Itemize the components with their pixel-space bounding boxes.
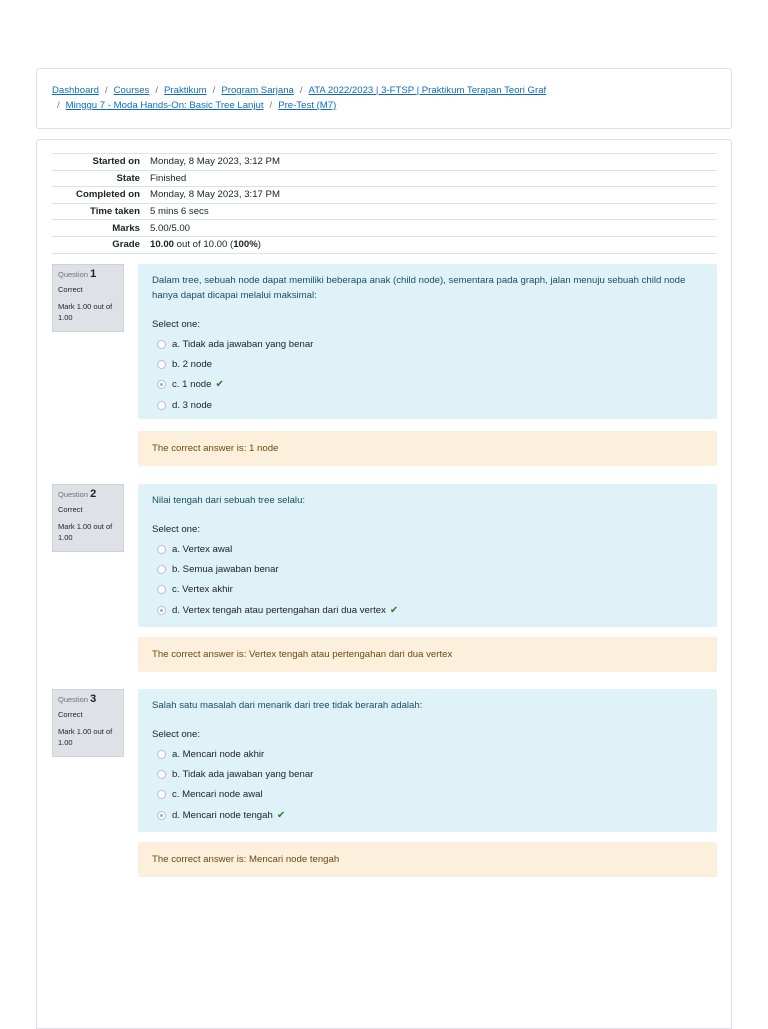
breadcrumb-program-sarjana[interactable]: Program Sarjana	[221, 85, 294, 96]
answer-label: c. Vertex akhir	[172, 584, 233, 596]
select-one-prompt: Select one:	[152, 729, 201, 740]
breadcrumb-praktikum[interactable]: Praktikum	[164, 85, 207, 96]
answer-label: b. Semua jawaban benar	[172, 563, 279, 575]
question-text: Dalam tree, sebuah node dapat memiliki beberapa anak (child node), sementara pada graph, jalan menuju sebuah child node hanya dapat dicapai melalui maksimal:	[152, 275, 686, 301]
question-number: 3	[90, 693, 97, 705]
radio-icon[interactable]	[157, 380, 166, 389]
radio-icon[interactable]	[157, 545, 166, 554]
answer-label: d. Mencari node tengah	[172, 809, 273, 821]
radio-icon[interactable]	[157, 565, 166, 574]
breadcrumb-courses[interactable]: Courses	[113, 85, 150, 96]
question-info	[52, 484, 124, 552]
summary-row-marks	[52, 220, 717, 237]
answer-option[interactable]	[152, 580, 703, 600]
summary-label: State	[116, 172, 140, 184]
select-one-prompt: Select one:	[152, 524, 201, 535]
grade-percent: 100%	[233, 239, 258, 251]
summary-value: Monday, 8 May 2023, 3:12 PM	[150, 156, 280, 168]
question-state: Correct	[58, 710, 83, 719]
breadcrumb-quiz[interactable]: Pre-Test (M7)	[278, 100, 337, 111]
summary-label: Marks	[112, 222, 140, 234]
answer-label: b. Tidak ada jawaban yang benar	[172, 768, 314, 780]
radio-icon[interactable]	[157, 770, 166, 779]
breadcrumb-separator: /	[212, 85, 216, 96]
question-number: 2	[90, 488, 97, 500]
answer-list	[152, 539, 703, 620]
breadcrumb-separator: /	[155, 85, 159, 96]
radio-icon[interactable]	[157, 811, 166, 820]
check-icon: ✔	[389, 604, 399, 616]
answer-label: a. Tidak ada jawaban yang benar	[172, 338, 314, 350]
breadcrumb-course[interactable]: ATA 2022/2023 | 3-FTSP | Praktikum Terapan Teori Graf	[308, 85, 547, 96]
breadcrumb-section[interactable]: Minggu 7 - Moda Hands-On: Basic Tree Lanjut	[65, 100, 264, 111]
select-one-prompt: Select one:	[152, 319, 201, 330]
answer-label: a. Mencari node akhir	[172, 748, 265, 760]
attempt-summary-table	[52, 153, 717, 254]
summary-row-time	[52, 203, 717, 220]
summary-value: Finished	[150, 172, 187, 184]
radio-icon[interactable]	[157, 750, 166, 759]
question-number: 1	[90, 268, 97, 280]
summary-label: Time taken	[90, 206, 140, 218]
breadcrumb-separator: /	[299, 85, 303, 96]
answer-option[interactable]	[152, 764, 703, 784]
answer-option[interactable]	[152, 354, 703, 374]
summary-row-completed	[52, 187, 717, 204]
grade-mid: out of 10.00 (	[174, 239, 234, 251]
question-info	[52, 689, 124, 757]
answer-option[interactable]	[152, 600, 703, 620]
question-mark: Mark 1.00 out of 1.00	[58, 302, 113, 322]
answer-label: b. 2 node	[172, 358, 213, 370]
breadcrumb-dashboard[interactable]: Dashboard	[52, 85, 99, 96]
question-info	[52, 264, 124, 332]
question-label: Question	[58, 695, 89, 704]
radio-icon[interactable]	[157, 585, 166, 594]
question-content	[138, 689, 717, 832]
radio-icon[interactable]	[157, 790, 166, 799]
answer-option[interactable]	[152, 539, 703, 559]
radio-icon[interactable]	[157, 360, 166, 369]
question-content	[138, 264, 717, 419]
summary-value: 5.00/5.00	[150, 222, 191, 234]
grade-score: 10.00	[150, 239, 175, 251]
answer-list	[152, 334, 703, 415]
breadcrumb	[36, 68, 732, 129]
question-mark: Mark 1.00 out of 1.00	[58, 522, 113, 542]
radio-icon[interactable]	[157, 401, 166, 410]
summary-label: Started on	[92, 156, 140, 168]
question-label: Question	[58, 490, 89, 499]
check-icon: ✔	[276, 809, 286, 821]
breadcrumb-separator: /	[269, 100, 273, 111]
radio-icon[interactable]	[157, 606, 166, 615]
radio-icon[interactable]	[157, 340, 166, 349]
answer-option[interactable]	[152, 334, 703, 354]
answer-label: d. Vertex tengah atau pertengahan dari dua vertex	[172, 604, 386, 616]
question-text: Salah satu masalah dari menarik dari tree tidak berarah adalah:	[152, 700, 423, 711]
summary-row-grade	[52, 236, 717, 253]
grade-end: )	[257, 239, 261, 251]
answer-option[interactable]	[152, 744, 703, 764]
answer-label: c. 1 node	[172, 379, 212, 391]
breadcrumb-separator: /	[104, 85, 108, 96]
question-state: Correct	[58, 285, 83, 294]
summary-value	[150, 236, 717, 253]
question-state: Correct	[58, 505, 83, 514]
answer-option[interactable]	[152, 805, 703, 825]
answer-list	[152, 744, 703, 825]
check-icon: ✔	[215, 379, 224, 391]
answer-label: c. Mencari node awal	[172, 789, 263, 801]
answer-option[interactable]	[152, 375, 703, 395]
answer-label: a. Vertex awal	[172, 543, 233, 555]
summary-label: Completed on	[76, 189, 140, 201]
question-content	[138, 484, 717, 627]
summary-label: Grade	[112, 239, 140, 251]
right-answer-feedback: The correct answer is: Mencari node tengah	[138, 842, 717, 877]
right-answer-feedback: The correct answer is: Vertex tengah atau pertengahan dari dua vertex	[138, 637, 717, 672]
question-label: Question	[58, 270, 89, 279]
answer-label: d. 3 node	[172, 399, 213, 411]
right-answer-feedback: The correct answer is: 1 node	[138, 431, 717, 466]
question-mark: Mark 1.00 out of 1.00	[58, 727, 113, 747]
breadcrumb-separator: /	[57, 100, 60, 111]
summary-row-started	[52, 154, 717, 171]
summary-value: Monday, 8 May 2023, 3:17 PM	[150, 189, 280, 201]
answer-option[interactable]	[152, 559, 703, 579]
quiz-review-card	[36, 139, 732, 1029]
answer-option[interactable]	[152, 395, 703, 415]
question-text: Nilai tengah dari sebuah tree selalu:	[152, 495, 306, 506]
summary-row-state	[52, 170, 717, 187]
answer-option[interactable]	[152, 785, 703, 805]
summary-value: 5 mins 6 secs	[150, 206, 209, 218]
